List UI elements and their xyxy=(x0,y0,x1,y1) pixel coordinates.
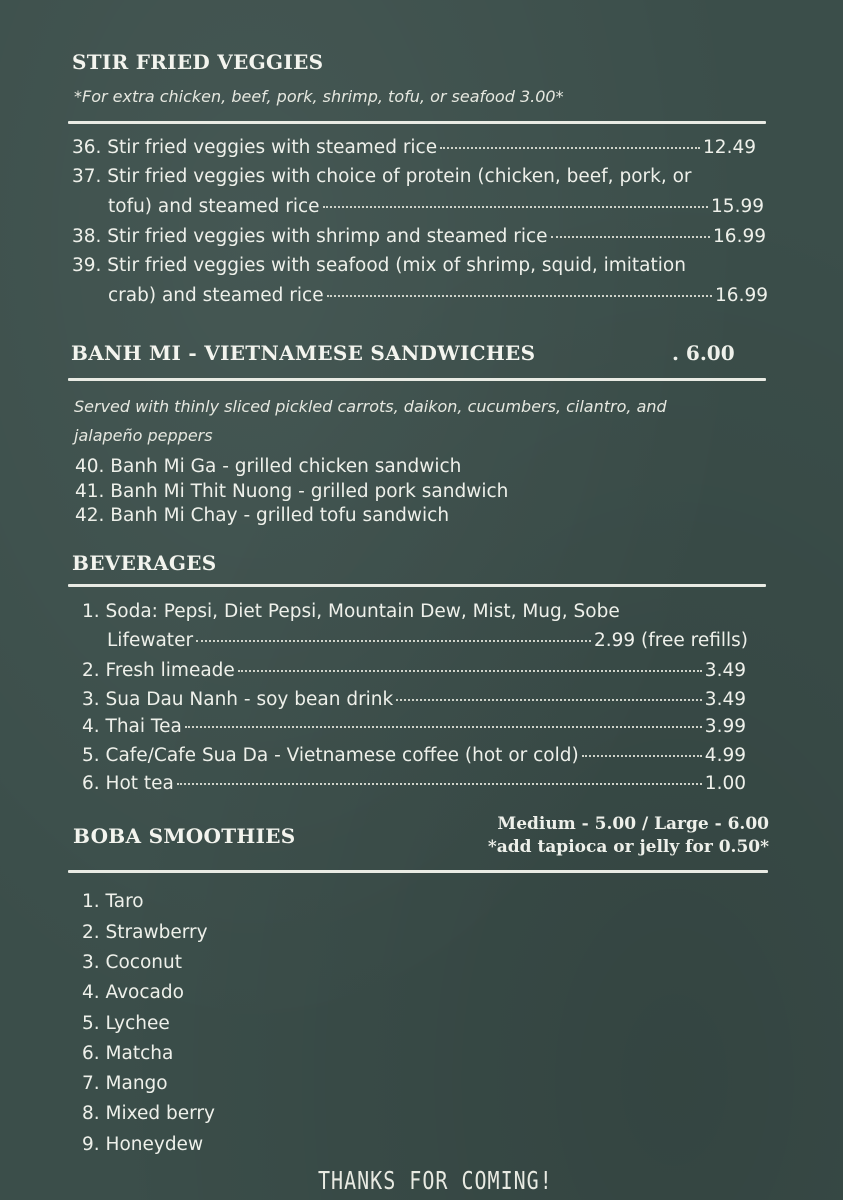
leader-dots xyxy=(396,699,702,701)
list-item: 42. Banh Mi Chay - grilled tofu sandwich xyxy=(75,505,450,526)
item-price: 3.49 xyxy=(704,660,746,681)
section-title-stir-fried: STIR FRIED VEGGIES xyxy=(72,50,324,74)
item-price: 16.99 xyxy=(715,285,768,306)
item-name-cont: Lifewater xyxy=(107,630,194,651)
section-title-beverages: BEVERAGES xyxy=(72,551,217,575)
list-item: 7. Mango xyxy=(82,1073,168,1094)
boba-sizes: Medium - 5.00 / Large - 6.00 xyxy=(497,814,769,834)
item-name: 4. Thai Tea xyxy=(82,716,182,737)
divider xyxy=(68,584,766,587)
boba-addon: *add tapioca or jelly for 0.50* xyxy=(487,837,769,857)
banh-mi-note-line1: Served with thinly sliced pickled carrots, daikon, cucumbers, cilantro, and xyxy=(74,397,667,416)
list-item: 2. Strawberry xyxy=(82,922,208,943)
menu-item xyxy=(82,689,746,710)
section-price: . 6.00 xyxy=(672,341,735,365)
section-title-boba: BOBA SMOOTHIES xyxy=(73,824,296,848)
leader-dots xyxy=(327,295,712,297)
item-price: 2.99 (free refills) xyxy=(593,630,748,651)
item-name-cont: crab) and steamed rice xyxy=(108,285,324,306)
footer-thanks: THANKS FOR COMING! xyxy=(318,1165,553,1195)
divider xyxy=(68,121,766,124)
leader-dots xyxy=(238,670,702,672)
leader-dots xyxy=(551,236,710,238)
item-price: 3.99 xyxy=(704,716,746,737)
item-price: 12.49 xyxy=(703,137,756,158)
leader-dots xyxy=(323,206,709,208)
menu-item xyxy=(82,716,746,737)
list-item: 1. Taro xyxy=(82,891,144,912)
menu-item xyxy=(107,630,748,651)
list-item: 41. Banh Mi Thit Nuong - grilled pork sandwich xyxy=(75,481,509,502)
item-price: 1.00 xyxy=(704,773,746,794)
item-name: 37. Stir fried veggies with choice of protein (chicken, beef, pork, or xyxy=(72,166,692,187)
menu-item xyxy=(82,773,746,794)
menu-item xyxy=(108,285,768,306)
item-name: 38. Stir fried veggies with shrimp and steamed rice xyxy=(72,226,548,247)
item-name: 2. Fresh limeade xyxy=(82,660,235,681)
stir-fried-note: *For extra chicken, beef, pork, shrimp, tofu, or seafood 3.00* xyxy=(74,87,564,106)
item-name: 5. Cafe/Cafe Sua Da - Vietnamese coffee (hot or cold) xyxy=(82,745,579,766)
menu-item xyxy=(108,196,764,217)
leader-dots xyxy=(185,726,702,728)
item-price: 3.49 xyxy=(704,689,746,710)
item-name: 3. Sua Dau Nanh - soy bean drink xyxy=(82,689,394,710)
section-title-banh-mi: BANH MI - VIETNAMESE SANDWICHES xyxy=(71,341,536,365)
divider xyxy=(68,378,766,381)
divider xyxy=(68,870,768,873)
list-item: 9. Honeydew xyxy=(82,1134,204,1155)
item-name-cont: tofu) and steamed rice xyxy=(108,196,320,217)
item-name: 1. Soda: Pepsi, Diet Pepsi, Mountain Dew, Mist, Mug, Sobe xyxy=(82,601,620,622)
leader-dots xyxy=(177,783,702,785)
banh-mi-note-line2: jalapeño peppers xyxy=(74,426,213,445)
leader-dots xyxy=(196,640,591,642)
item-name: 39. Stir fried veggies with seafood (mix of shrimp, squid, imitation xyxy=(72,255,686,276)
item-name: 6. Hot tea xyxy=(82,773,174,794)
item-price: 4.99 xyxy=(704,745,746,766)
list-item: 8. Mixed berry xyxy=(82,1103,215,1124)
item-price: 15.99 xyxy=(711,196,764,217)
list-item: 5. Lychee xyxy=(82,1013,170,1034)
list-item: 4. Avocado xyxy=(82,982,184,1003)
list-item: 3. Coconut xyxy=(82,952,182,973)
menu-item xyxy=(72,137,756,158)
menu-item xyxy=(82,745,746,766)
boba-price-note xyxy=(488,813,769,859)
item-name: 36. Stir fried veggies with steamed rice xyxy=(72,137,438,158)
item-price: 16.99 xyxy=(713,226,766,247)
leader-dots xyxy=(582,755,702,757)
menu-item xyxy=(72,226,766,247)
list-item: 6. Matcha xyxy=(82,1043,174,1064)
list-item: 40. Banh Mi Ga - grilled chicken sandwich xyxy=(75,456,462,477)
menu-item xyxy=(82,660,746,681)
leader-dots xyxy=(440,147,700,149)
